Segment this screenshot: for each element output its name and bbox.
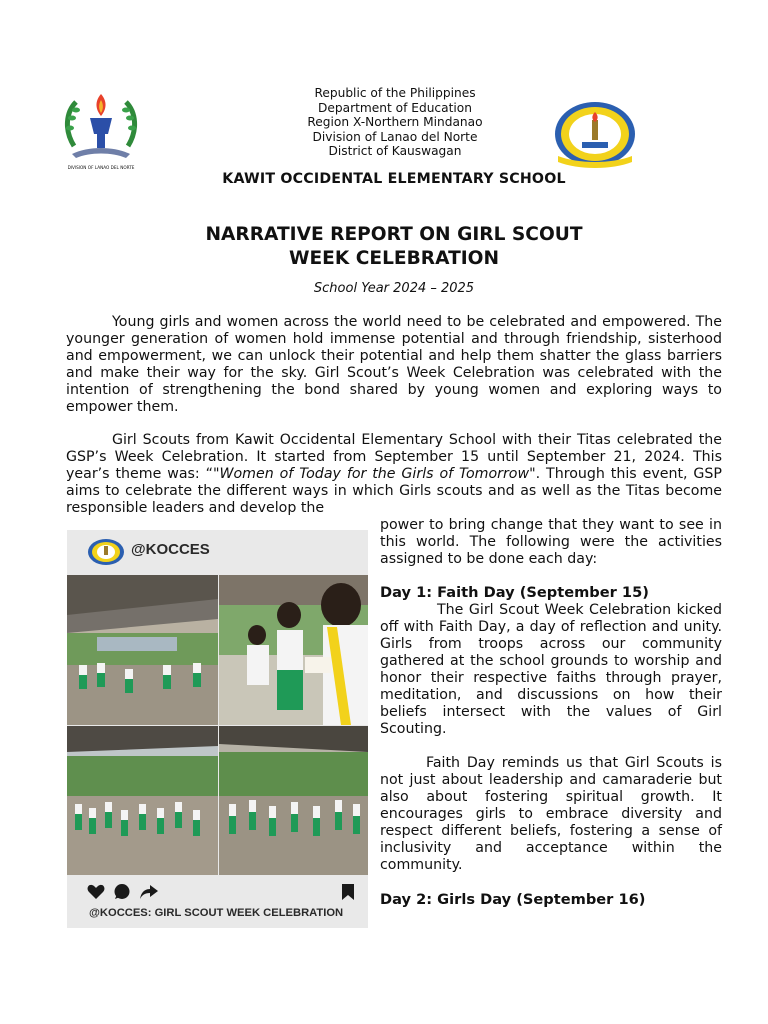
gov-line: Division of Lanao del Norte: [312, 129, 478, 144]
school-seal: [552, 100, 638, 170]
gov-line: Republic of the Philippines: [314, 86, 476, 100]
paragraph-celebration: [66, 432, 722, 517]
comment-icon[interactable]: [113, 883, 131, 901]
photo-post-card: [67, 530, 368, 928]
post-header: [67, 530, 368, 575]
post-caption: @KOCCES: GIRL SCOUT WEEK CELEBRATION: [89, 907, 344, 919]
paragraph-faith-day: The Girl Scout Week Celebration kicked off with Faith Day, a day of reflection and unity. Girls from troops across our community gathered at the school grounds to worship and honor their respective faiths through prayer, meditation, and discussions on how their beliefs intersect with the values of Girl Scouting.: [380, 602, 722, 737]
paragraph-celebration-continued: power to bring change that they want to see in this world. The following were the activities assigned to be done each day:: [380, 517, 722, 567]
school-name: KAWIT OCCIDENTAL ELEMENTARY SCHOOL: [222, 171, 566, 187]
school-year: School Year 2024 – 2025: [313, 281, 475, 296]
school-avatar-icon: [87, 538, 125, 566]
paragraph-celebration-text-a: Girl Scouts from Kawit Occidental Elementary School with their Titas celebrated the GSP’s Week Celebration. It started from September 15 until September 21, 2024. This year’s theme was: “": [66, 432, 722, 482]
paragraph-celebration-text-b: ". Through this event, GSP aims to celebrate the different ways in which Girls scouts and as well as the Titas become responsible leaders and develop the: [66, 466, 722, 516]
day-2-heading: Day 2: Girls Day (September 16): [380, 891, 646, 908]
division-logo-caption: DIVISION OF LANAO DEL NORTE: [67, 165, 135, 170]
heart-icon[interactable]: [87, 884, 105, 900]
gov-line: District of Kauswagan: [328, 144, 462, 159]
report-title: [0, 223, 768, 271]
photo-outdoor-assembly: [67, 726, 218, 875]
paragraph-faith-day-reflection: Faith Day reminds us that Girl Scouts is not just about leadership and camaraderie but also about fostering spiritual growth. It encourages girls to embrace diversity and respect different beliefs, fostering a sense of inclusivity and acceptance within the community.: [380, 755, 722, 873]
theme-text: Women of Today for the Girls of Tomorrow: [219, 466, 530, 482]
government-header: [270, 86, 520, 159]
gov-line: Region X-Northern Mindanao: [307, 115, 483, 130]
photo-covered-court: [67, 575, 218, 725]
paragraph-intro: Young girls and women across the world need to be celebrated and empowered. The younger generation of women hold immense potential and through friendship, sisterhood and empowerment, we can unlock their potential and help them shatter the glass barriers and make their way for the sky. Girl Scout’s Week Celebration was celebrated with the intention of strengthening the bond shared by young women and exploring ways to empower them.: [66, 314, 722, 415]
post-handle[interactable]: @KOCCES: [131, 541, 210, 558]
share-icon[interactable]: [139, 883, 159, 901]
bookmark-icon[interactable]: [341, 883, 355, 901]
photo-collage: [67, 575, 368, 875]
report-title-line-2: WEEK CELEBRATION: [288, 248, 500, 269]
report-title-line-1: NARRATIVE REPORT ON GIRL SCOUT: [205, 224, 583, 245]
photo-prayer-circle: [219, 726, 368, 875]
photo-girls-reading: [219, 575, 368, 725]
gov-line: Department of Education: [318, 100, 472, 115]
day-1-heading: Day 1: Faith Day (September 15): [380, 584, 649, 601]
post-actions: [67, 880, 368, 904]
division-logo: [60, 88, 142, 172]
